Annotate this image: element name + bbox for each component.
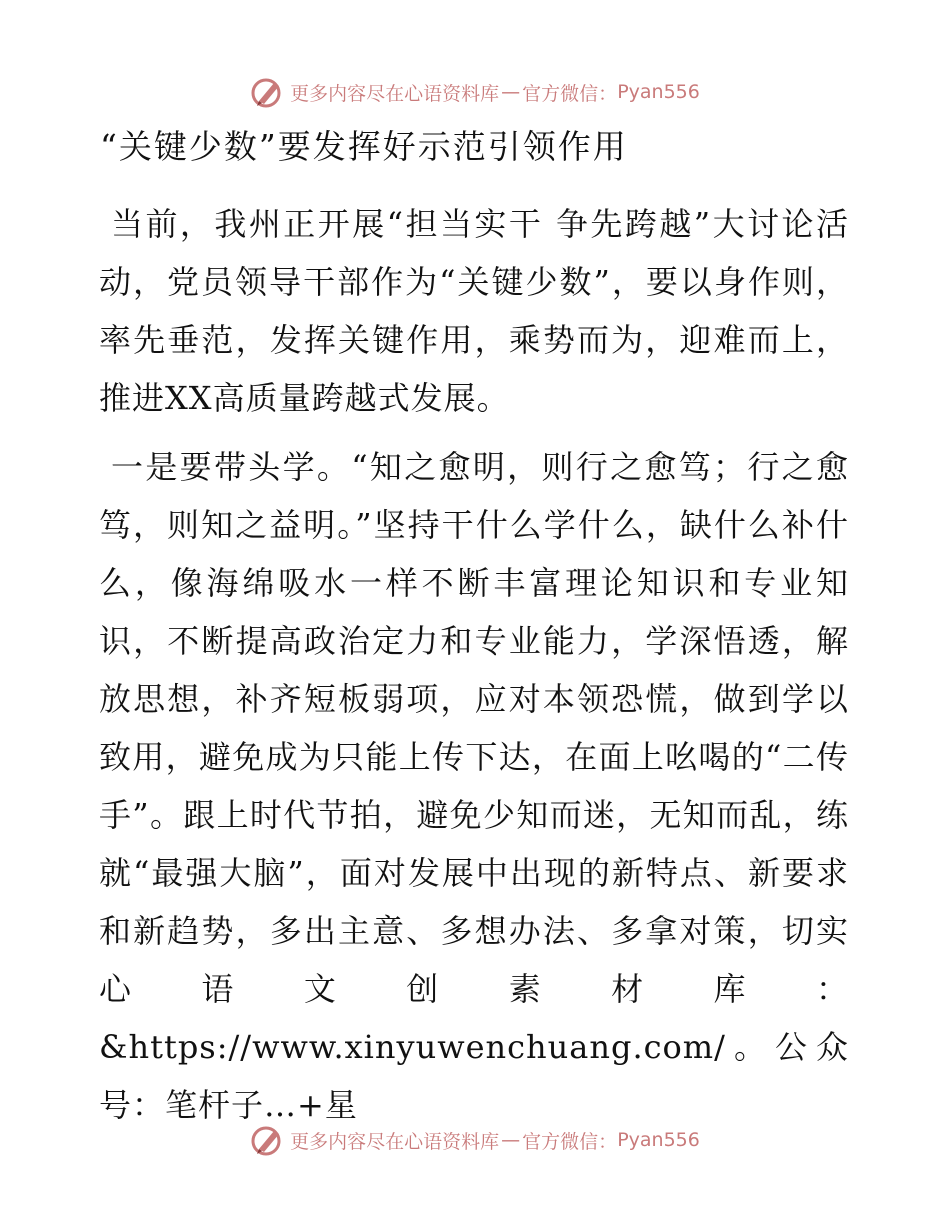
watermark-header [0, 72, 950, 112]
pen-logo-icon [250, 75, 284, 109]
watermark-separator: — [501, 81, 521, 103]
watermark-wechat-id: Pyan556 [617, 1129, 700, 1151]
watermark-wechat-id: Pyan556 [617, 81, 700, 103]
document-title: “关键少数”要发挥好示范引领作用 [100, 127, 628, 166]
watermark-separator: — [501, 1129, 521, 1151]
watermark-wechat-label: 官方微信： [522, 1130, 618, 1153]
paragraph-intro: 当前，我州正开展“担当实干 争先跨越”大讨论活动，党员领导干部作为“关键少数”，要以身作则，率先垂范，发挥关键作用，乘势而为，迎难而上，推进XX高质量跨越式发展。 [99, 205, 849, 417]
watermark-wechat-label: 官方微信： [522, 82, 618, 105]
watermark-text: 更多内容尽在心语资料库 [290, 82, 500, 105]
paragraph-lead-learning: 一是要带头学。“知之愈明，则行之愈笃；行之愈笃，则知之益明。”坚持干什么学什么，缺什么补什么，像海绵吸水一样不断丰富理论知识和专业知识，不断提高政治定力和专业能力，学深悟透，解放思想，补齐短板弱项，应对本领恐慌，做到学以致用，避免成为只能上传下达，在面上吆喝的“二传手”。跟上时代节拍，避免少知而迷，无知而乱，练就“最强大脑”，面对发展中出现的新特点、新要求和新趋势，多出主意、多想办法、多拿对策，切实心语文创素材库：&https://www.xinyuwenchuang.com/。公众号：笔杆子…+星 [99, 448, 849, 1124]
watermark-footer [0, 1120, 950, 1160]
watermark-text: 更多内容尽在心语资料库 [290, 1130, 500, 1153]
pen-logo-icon [250, 1123, 284, 1157]
